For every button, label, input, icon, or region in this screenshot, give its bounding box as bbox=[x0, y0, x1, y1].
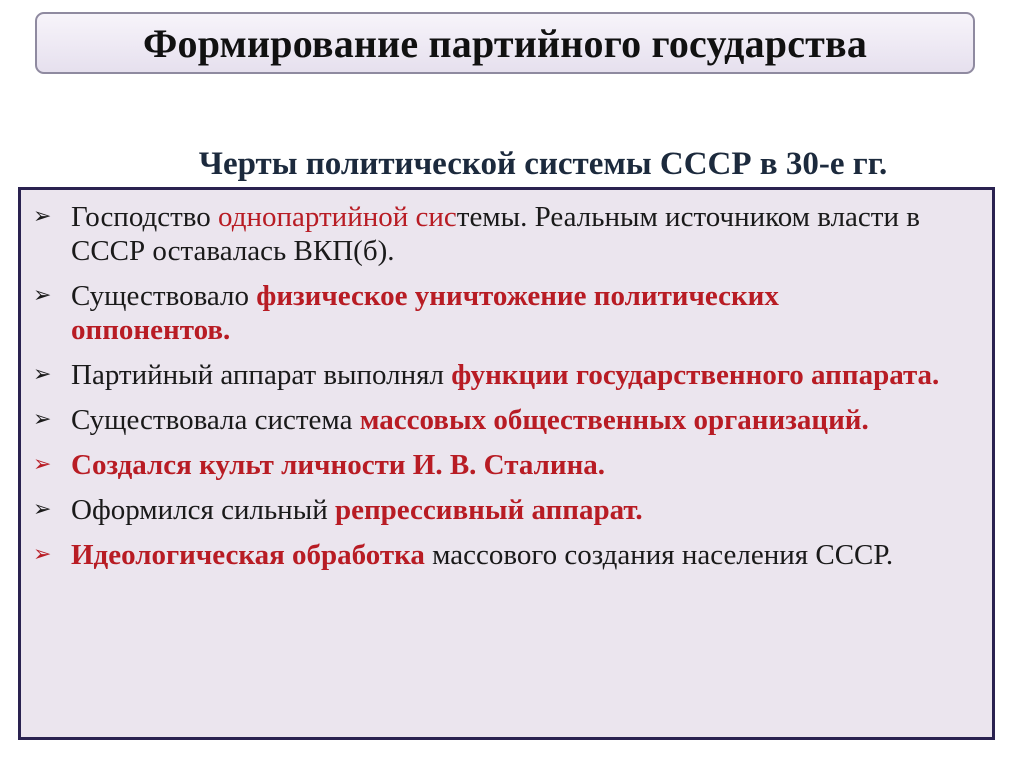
list-item bbox=[33, 403, 942, 437]
text-run: Существовало bbox=[71, 280, 257, 312]
text-run: темы. Реальным источником власти в СССР оставалась ВКП(б). bbox=[71, 201, 920, 267]
highlight-text: массовых общественных организаций. bbox=[359, 404, 869, 436]
slide-subtitle: Черты политической системы СССР в 30-е гг. bbox=[198, 146, 888, 182]
list-item-text bbox=[71, 493, 942, 527]
list-item bbox=[33, 358, 942, 392]
list-item bbox=[33, 493, 942, 527]
highlight-text: Идеологическая обработка bbox=[71, 539, 425, 571]
list-item bbox=[33, 279, 942, 347]
list-item-text bbox=[71, 538, 942, 572]
list-item-text bbox=[71, 200, 942, 268]
text-run: Партийный аппарат выполнял bbox=[71, 359, 452, 391]
bullet-list bbox=[21, 190, 992, 572]
highlight-text: Создался культ личности И. В. Сталина. bbox=[71, 449, 606, 481]
content-box bbox=[18, 187, 995, 740]
highlight-text: однопартийной сис bbox=[218, 201, 457, 233]
highlight-text: репрессивный аппарат. bbox=[334, 494, 643, 526]
list-item-text bbox=[71, 403, 942, 437]
text-run: Оформился сильный bbox=[71, 494, 335, 526]
arrow-bullet-icon: ➢ bbox=[33, 283, 52, 308]
arrow-bullet-icon: ➢ bbox=[33, 362, 52, 387]
slide-title: Формирование партийного государства bbox=[142, 20, 868, 66]
arrow-bullet-icon: ➢ bbox=[33, 204, 52, 229]
list-item bbox=[33, 448, 942, 482]
text-run: Господство bbox=[71, 201, 219, 233]
title-box bbox=[35, 12, 975, 74]
list-item-text bbox=[71, 358, 942, 392]
list-item-text bbox=[71, 448, 942, 482]
arrow-bullet-icon: ➢ bbox=[33, 497, 52, 522]
list-item bbox=[33, 200, 942, 268]
text-run: массового создания населения СССР. bbox=[424, 539, 894, 571]
arrow-bullet-icon: ➢ bbox=[33, 542, 52, 567]
list-item bbox=[33, 538, 942, 572]
highlight-text: функции государственного аппарата. bbox=[451, 359, 940, 391]
arrow-bullet-icon: ➢ bbox=[33, 452, 52, 477]
arrow-bullet-icon: ➢ bbox=[33, 407, 52, 432]
list-item-text bbox=[71, 279, 942, 347]
highlight-text: физическое уничтожение политических оппонентов. bbox=[71, 280, 779, 346]
text-run: Существовала система bbox=[71, 404, 360, 436]
